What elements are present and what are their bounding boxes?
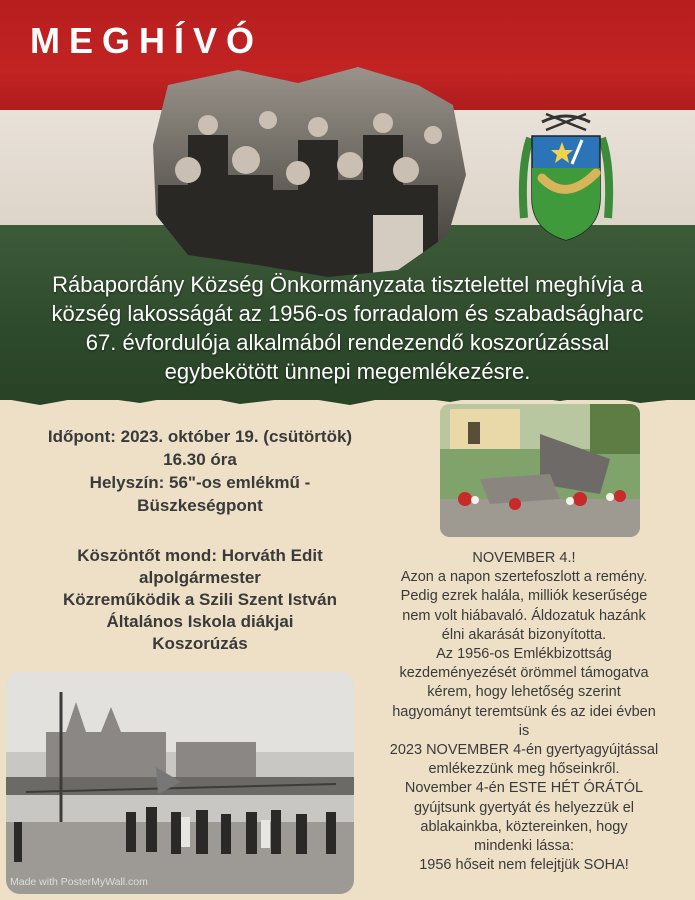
story-line: is [518, 722, 530, 739]
time-line: 16.30 óra [163, 450, 237, 469]
coat-of-arms-icon [512, 108, 620, 248]
program-line: Általános Iskola diákjai [106, 612, 294, 631]
story-line: kérem, hogy lehetőség szerint [427, 684, 621, 701]
story-line: mindenki lássa: [474, 838, 574, 855]
event-details [10, 425, 390, 517]
program-line: Közreműködik a Szili Szent István [63, 590, 337, 609]
story-line: kezdeményezését örömmel támogatva [399, 665, 649, 682]
intro-line: egybekötött ünnepi megemlékezésre. [164, 359, 531, 384]
program-line: Köszöntőt mond: Horváth Edit [77, 546, 323, 565]
story-line: emlékezzünk meg hőseinkről. [428, 761, 620, 778]
story-line: élni akarását bizonyította. [441, 626, 607, 643]
story-line: November 4-én ESTE HÉT ÓRÁTÓL [404, 780, 644, 797]
story-line: gyújtsunk gyertyát és helyezzük el [413, 799, 635, 816]
story-line: Pedig ezrek halála, milliók keserűsége [400, 588, 648, 605]
page-title: MEGHÍVÓ [30, 20, 264, 61]
program-line: Koszorúzás [152, 634, 248, 653]
watermark: Made with PosterMyWall.com [10, 876, 148, 888]
invitation-text [0, 270, 695, 386]
story-line: 1956 hőseit nem felejtjük SOHA! [419, 857, 629, 874]
november-4-text [358, 549, 690, 875]
intro-line: Rábapordány Község Önkormányzata tisztelettel meghívja a [52, 272, 643, 297]
story-line: hagyományt teremtsünk és az idei évben [392, 703, 656, 720]
location-line-2: Büszkeségpont [137, 496, 263, 515]
intro-line: 67. évfordulója alkalmából rendezendő koszorúzással [85, 330, 610, 355]
story-line: ablakainkba, köztereinken, hogy [420, 818, 628, 835]
story-line: 2023 NOVEMBER 4-én gyertyagyújtással [389, 742, 659, 759]
story-line: NOVEMBER 4.! [472, 550, 576, 566]
story-line: Azon a napon szertefoszlott a remény. [400, 569, 648, 586]
crowd-photo [148, 65, 470, 280]
program-details [10, 545, 390, 655]
historic-march-photo [6, 672, 354, 894]
intro-line: község lakosságát az 1956-os forradalom és szabadságharc [51, 301, 644, 326]
story-line: nem volt hiábavaló. Áldozatuk hazánk [402, 607, 646, 624]
story-line: Az 1956-os Emlékbizottság [436, 646, 612, 663]
memorial-photo [440, 404, 640, 537]
program-line: alpolgármester [139, 568, 261, 587]
date-line: Időpont: 2023. október 19. (csütörtök) [47, 427, 353, 446]
location-line: Helyszín: 56"-os emlékmű - [89, 473, 311, 492]
